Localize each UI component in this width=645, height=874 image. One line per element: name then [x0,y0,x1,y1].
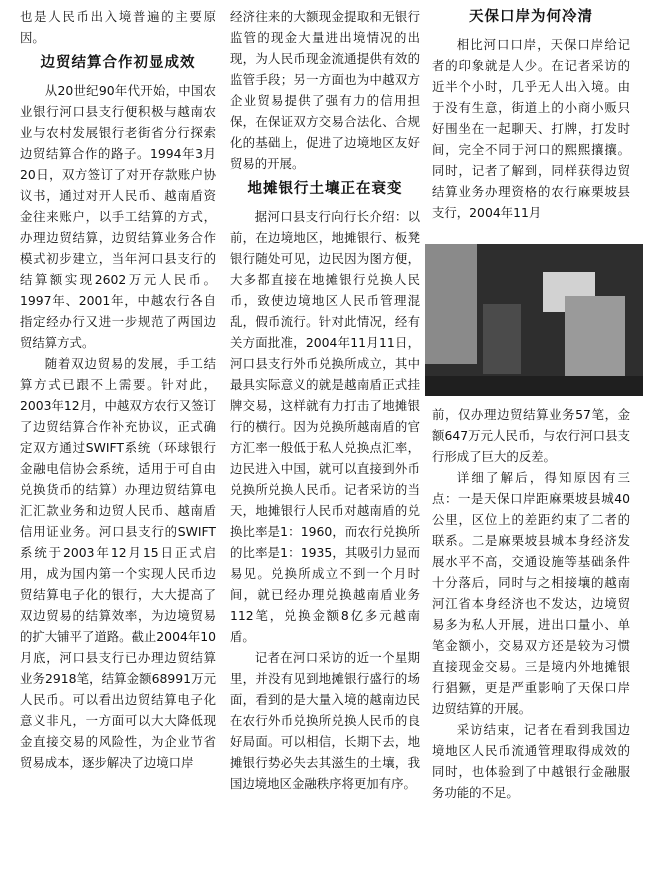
section-heading-street-banks: 地摊银行土壤正在衰变 [247,181,403,197]
paragraph: 详细了解后，得知原因有三点：一是天保口岸距麻栗坡县城40公里，区位上的差距约束了二者的联系。二是麻栗坡县城本身经济发展水平不高，交通设施等基础条件十分落后，同时与之相接壤的越南河江省本身经济也不发达，边境贸易多为私人开展，进出口量小、单笔金额小，交易双方还是较为习惯直接现金交易。三是境内外地摊银行猖獗，更是严重影响了天保口岸边贸结算的开展。 [432,470,630,716]
paragraph: 相比河口口岸，天保口岸给记者的印象就是人少。在记者采访的近半个小时，几乎无人出入境。由于没有生意，街道上的小商小贩只好围坐在一起聊天、打牌，打发时间，完全不同于河口的熙熙攘攘。同时，记者了解到，同样获得边贸结算业务办理资格的农行麻栗坡县支行，2004年11月 [432,37,630,220]
paragraph: 采访结束，记者在看到我国边境地区人民币流通管理取得成效的同时，也体验到了中越银行金融服务功能的不足。 [432,722,630,800]
paragraph: 据河口县支行向行长介绍：以前，在边境地区，地摊银行、板凳银行随处可见，边民因为图方便，大多都直接在地摊银行兑换人民币，致使边境地区人民币管理混乱，假币流行。针对此情况，经有关方面批准，2004年11月11日，河口县支行外币兑换所成立，其中最具实际意义的就是越南盾正式挂牌交易，这样就有力打击了地摊银行的横行。因为兑换所越南盾的官方汇率一般低于私人兑换点汇率，边民进入中国，就可以直接到外币兑换所兑换人民币。记者采访的当天，地摊银行人民币对越南盾的兑换比率是1：1960，而农行兑换所的比率是1：1935，其吸引力显而易见。兑换所成立不到一个月时间，就已经办理兑换越南盾业务112笔，兑换金额8亿多元越南盾。 [230,209,420,644]
news-photo [425,244,643,396]
continued-paragraph: 经济往来的大额现金提取和无银行监管的现金大量进出境情况的出现，为人民币现金流通提供有效的监管手段；另一方面也为中越双方企业贸易提供了强有力的信用担保，在保证双方交易合法化、合规化的基础上，促进了边境地区友好贸易的开展。 [230,9,420,171]
lead-paragraph: 也是人民币出入境普遍的主要原因。 [20,9,216,45]
paragraph: 从20世纪90年代开始，中国农业银行河口县支行便积极与越南农业与农村发展银行老街省分行探索边贸结算合作的路子。1994年3月20日，双方签订了对开存款账户协议书，通过对开人民币、越南盾资金往来账户，以手工结算的方式，办理边贸结算，边贸结算业务合作模式初步建立，当年河口县支行的结算额实现2602万元人民币。1997年、2001年，中越农行各自指定经办行又进一步规范了两国边贸结算方式。 [20,83,216,350]
section-heading-border-settlement: 边贸结算合作初显成效 [40,55,196,71]
column-1 [20,6,216,773]
continued-paragraph: 前，仅办理边贸结算业务57笔，金额647万元人民币，与农行河口县支行形成了巨大的反差。 [432,407,630,464]
paragraph: 随着双边贸易的发展，手工结算方式已跟不上需要。针对此，2003年12月，中越双方农行又签订了边贸结算合作补充协议，正式确定双方通过SWIFT系统（环球银行金融电信协会系统，适用于可自由兑换货币的结算）办理边贸结算电汇汇款业务和边贸人民币、越南盾信用证业务。河口县支行的SWIFT系统于2003年12月15日正式启用，成为国内第一个实现人民币边贸结算电子化的银行，大大提高了双边贸易的结算效率，为边境贸易的扩大铺平了道路。截止2004年10月底，河口县支行已办理边贸结算业务2918笔，结算金额68991万元人民币。可以看出边贸结算电子化意义非凡，一方面可以大大降低现金直接交易的风险性，为企业节省贸易成本，逐步解决了边境口岸 [20,356,216,770]
column-3-bottom [432,404,630,803]
paragraph: 记者在河口采访的近一个星期里，并没有见到地摊银行盛行的场面，看到的是大量入境的越南边民在农行外币兑换所兑换人民币的良好局面。可以相信，长期下去，地摊银行势必失去其滋生的土壤，我国边境地区金融秩序将更加有序。 [230,650,420,791]
section-heading-tianbao-port: 天保口岸为何冷清 [469,9,593,25]
column-2 [230,6,420,794]
column-3-top [432,6,630,223]
